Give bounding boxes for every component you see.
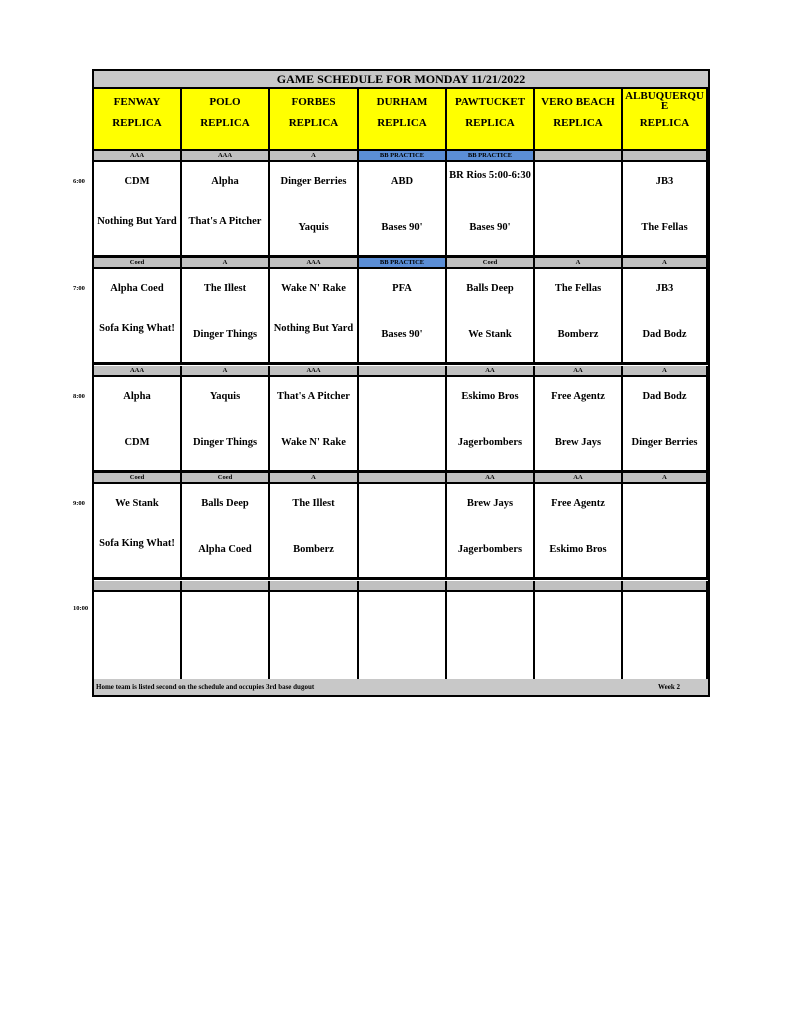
- division-label: Coed: [94, 473, 182, 484]
- venue-header: [359, 89, 447, 151]
- home-team: Alpha Coed: [198, 544, 252, 555]
- division-label: A: [623, 258, 708, 269]
- venue-subtitle: REPLICA: [377, 117, 427, 129]
- home-team: Dinger Things: [192, 437, 258, 448]
- home-team: We Stank: [468, 329, 512, 340]
- game-cell: [535, 484, 623, 580]
- home-team: Bomberz: [293, 544, 334, 555]
- division-label: AAA: [270, 258, 359, 269]
- division-label: AA: [447, 366, 535, 377]
- venue-header: [623, 89, 708, 151]
- time-label: 6:00: [73, 178, 85, 185]
- away-team: Dad Bodz: [642, 391, 687, 402]
- away-team: PFA: [392, 283, 412, 294]
- division-label: A: [270, 151, 359, 162]
- game-cell: [623, 269, 708, 365]
- home-team: Nothing But Yard: [273, 323, 354, 334]
- home-team: That's A Pitcher: [188, 216, 262, 227]
- venue-subtitle: REPLICA: [112, 117, 162, 129]
- game-cell: [270, 592, 359, 688]
- division-label: [359, 366, 447, 377]
- game-cell: [359, 377, 447, 473]
- game-cell: [535, 377, 623, 473]
- away-team: JB3: [655, 283, 674, 294]
- away-team: Alpha: [123, 391, 151, 402]
- away-team: That's A Pitcher: [277, 391, 350, 402]
- away-team: BR Rios 5:00-6:30: [449, 170, 531, 181]
- schedule-title: GAME SCHEDULE FOR MONDAY 11/21/2022: [94, 71, 708, 89]
- venue-subtitle: REPLICA: [639, 117, 690, 129]
- home-team: Bases 90': [381, 329, 423, 340]
- division-label: [94, 581, 182, 592]
- venue-header: [182, 89, 270, 151]
- home-team: Sofa King What!: [99, 323, 175, 334]
- division-label: BB PRACTICE: [359, 258, 447, 269]
- division-label: A: [182, 258, 270, 269]
- home-team: CDM: [124, 437, 150, 448]
- home-team: Bomberz: [557, 329, 599, 340]
- game-cell: [94, 377, 182, 473]
- away-team: Dinger Berries: [280, 176, 347, 187]
- game-cell: [623, 377, 708, 473]
- away-team: We Stank: [115, 498, 159, 509]
- venue-header: [270, 89, 359, 151]
- division-label: A: [182, 366, 270, 377]
- game-cell: [270, 377, 359, 473]
- game-cell: [447, 484, 535, 580]
- away-team: JB3: [655, 176, 674, 187]
- week-label: Week 2: [658, 683, 680, 691]
- home-team: Bases 90': [469, 222, 511, 233]
- game-cell: [535, 162, 623, 258]
- away-team: Balls Deep: [201, 498, 249, 509]
- home-team: Nothing But Yard: [97, 216, 177, 227]
- away-team: Alpha Coed: [110, 283, 164, 294]
- home-team: Wake N' Rake: [281, 437, 346, 448]
- division-label: AAA: [270, 366, 359, 377]
- venue-header: [447, 89, 535, 151]
- division-label: AAA: [94, 151, 182, 162]
- division-label: AA: [535, 366, 623, 377]
- game-cell: [447, 162, 535, 258]
- away-team: Alpha: [211, 176, 239, 187]
- home-team: Yaquis: [298, 222, 329, 233]
- game-cell: [182, 269, 270, 365]
- home-team: Sofa King What!: [99, 538, 175, 549]
- venue-subtitle: REPLICA: [465, 117, 515, 129]
- division-label: AAA: [94, 366, 182, 377]
- division-label: A: [535, 258, 623, 269]
- home-team: Eskimo Bros: [549, 544, 607, 555]
- venue-header: [94, 89, 182, 151]
- game-cell: [182, 162, 270, 258]
- venue-name: DURHAM: [376, 96, 428, 108]
- venue-name: FENWAY: [113, 96, 161, 108]
- home-team: Brew Jays: [554, 437, 602, 448]
- division-label: [359, 473, 447, 484]
- venue-name: POLO: [209, 96, 241, 108]
- time-label: 9:00: [73, 500, 85, 507]
- division-label: [535, 581, 623, 592]
- home-team: Jagerbombers: [457, 437, 523, 448]
- venue-name: ALBUQUERQU E: [625, 90, 704, 112]
- schedule-sheet: [92, 69, 710, 697]
- game-cell: [623, 592, 708, 688]
- game-cell: [447, 377, 535, 473]
- game-cell: [182, 592, 270, 688]
- home-team: Dad Bodz: [642, 329, 687, 340]
- time-label: 8:00: [73, 393, 85, 400]
- game-cell: [623, 484, 708, 580]
- division-label: AAA: [182, 151, 270, 162]
- away-team: CDM: [124, 176, 150, 187]
- game-cell: [182, 484, 270, 580]
- division-label: [535, 151, 623, 162]
- division-label: A: [623, 366, 708, 377]
- venue-name: VERO BEACH: [541, 96, 615, 108]
- venue-name: FORBES: [291, 96, 336, 108]
- game-cell: [94, 484, 182, 580]
- division-label: BB PRACTICE: [447, 151, 535, 162]
- game-cell: [535, 269, 623, 365]
- division-label: Coed: [447, 258, 535, 269]
- home-team: Bases 90': [381, 222, 423, 233]
- game-cell: [94, 162, 182, 258]
- away-team: Brew Jays: [466, 498, 514, 509]
- division-label: AA: [447, 473, 535, 484]
- game-cell: [94, 269, 182, 365]
- game-cell: [535, 592, 623, 688]
- time-label: 10:00: [73, 605, 89, 612]
- game-cell: [447, 592, 535, 688]
- game-cell: [359, 592, 447, 688]
- division-label: A: [270, 473, 359, 484]
- game-cell: [270, 484, 359, 580]
- venue-name: PAWTUCKET: [454, 96, 526, 108]
- venue-subtitle: REPLICA: [288, 117, 339, 129]
- division-label: [447, 581, 535, 592]
- away-team: The Illest: [203, 283, 247, 294]
- division-label: Coed: [182, 473, 270, 484]
- game-cell: [359, 484, 447, 580]
- away-team: The Fellas: [554, 283, 602, 294]
- venue-header: [535, 89, 623, 151]
- away-team: Wake N' Rake: [281, 283, 346, 294]
- footer-bar: [94, 679, 708, 695]
- away-team: Free Agentz: [551, 391, 605, 402]
- game-cell: [359, 162, 447, 258]
- home-team: The Fellas: [641, 222, 688, 233]
- time-label: 7:00: [73, 285, 85, 292]
- division-label: AA: [535, 473, 623, 484]
- footer-note: Home team is listed second on the schedule and occupies 3rd base dugout: [96, 683, 315, 691]
- game-cell: [182, 377, 270, 473]
- home-team: Dinger Berries: [631, 437, 698, 448]
- away-team: Yaquis: [209, 391, 241, 402]
- game-cell: [359, 269, 447, 365]
- division-label: [623, 151, 708, 162]
- division-label: BB PRACTICE: [359, 151, 447, 162]
- away-team: The Illest: [292, 498, 335, 509]
- game-cell: [270, 269, 359, 365]
- game-cell: [270, 162, 359, 258]
- game-cell: [447, 269, 535, 365]
- venue-subtitle: REPLICA: [200, 117, 250, 129]
- home-team: Jagerbombers: [457, 544, 523, 555]
- division-label: Coed: [94, 258, 182, 269]
- away-team: Free Agentz: [551, 498, 605, 509]
- home-team: Dinger Things: [192, 329, 258, 340]
- away-team: Balls Deep: [466, 283, 514, 294]
- division-label: A: [623, 473, 708, 484]
- division-label: [359, 581, 447, 592]
- division-label: [623, 581, 708, 592]
- away-team: Eskimo Bros: [461, 391, 519, 402]
- division-label: [182, 581, 270, 592]
- venue-subtitle: REPLICA: [553, 117, 603, 129]
- game-cell: [623, 162, 708, 258]
- away-team: ABD: [390, 176, 414, 187]
- game-cell: [94, 592, 182, 688]
- division-label: [270, 581, 359, 592]
